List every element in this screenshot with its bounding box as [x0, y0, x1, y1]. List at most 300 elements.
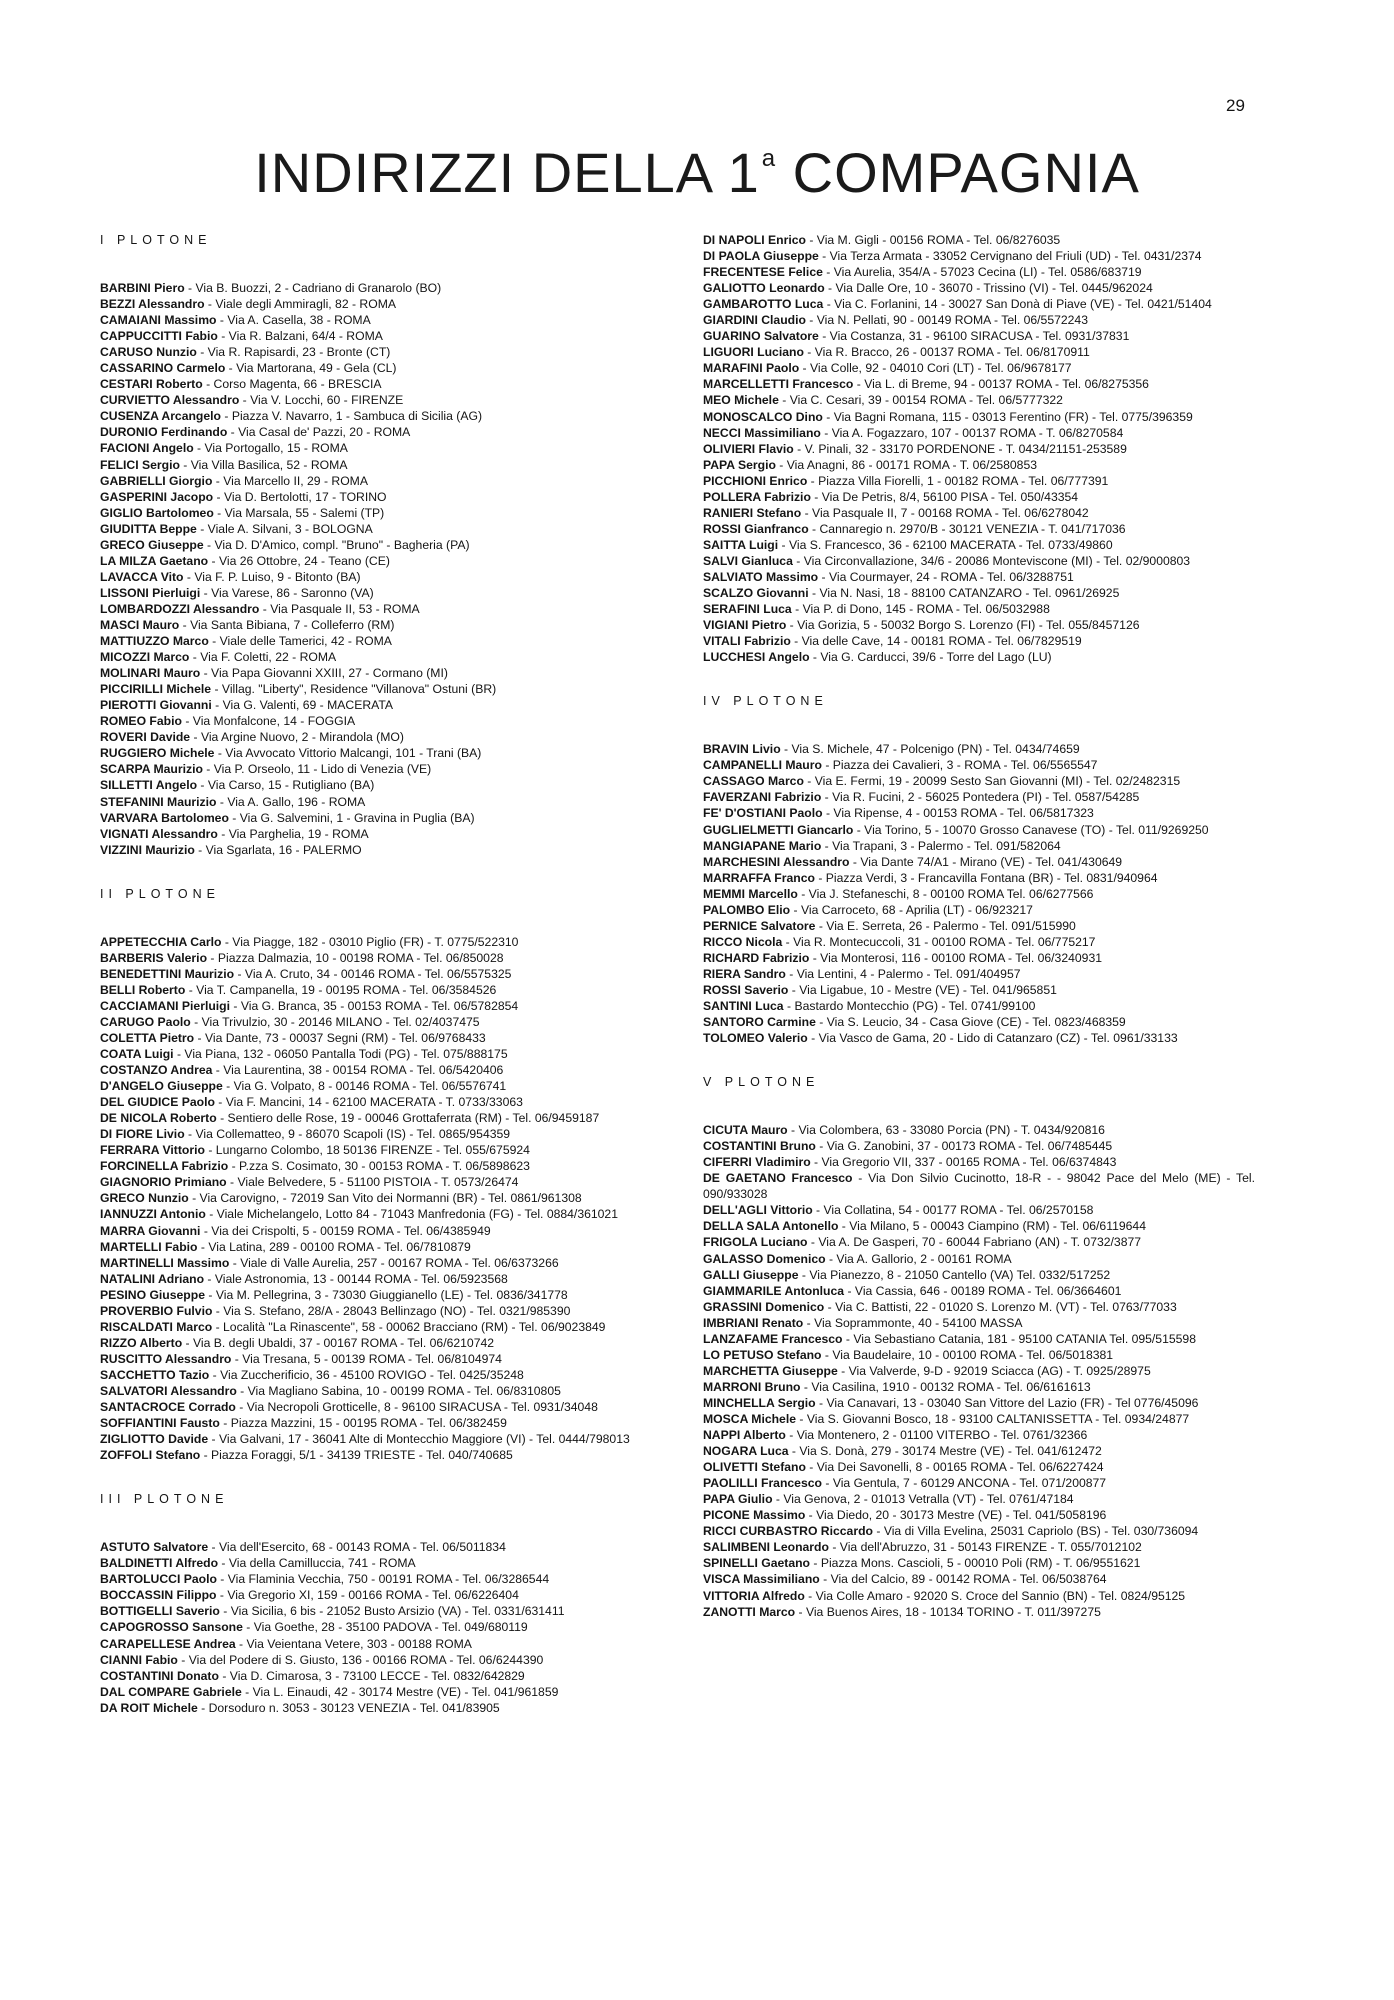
member-name: SALIMBENI Leonardo	[703, 1540, 829, 1555]
address-entry: GIAMMARILE Antonluca - Via Cassia, 646 - 00189 ROMA - Tel. 06/3664601	[703, 1283, 1122, 1298]
member-name: DA ROIT Michele	[100, 1700, 198, 1715]
address-entry: PROVERBIO Fulvio - Via S. Stefano, 28/A - 28043 Bellinzago (NO) - Tel. 0321/985390	[100, 1303, 571, 1318]
address-entry: VIZZINI Maurizio - Via Sgarlata, 16 - PALERMO	[100, 842, 362, 857]
member-name: SACCHETTO Tazio	[100, 1367, 210, 1382]
member-address: Via D. Bertolotti, 17 - TORINO	[223, 489, 387, 504]
address-entry: LIGUORI Luciano - Via R. Bracco, 26 - 00137 ROMA - Tel. 06/8170911	[703, 345, 1090, 360]
address-entry: GAMBAROTTO Luca - Via C. Forlanini, 14 - 30027 San Donà di Piave (VE) - Tel. 0421/51404	[703, 297, 1212, 312]
member-address: Via Anagni, 86 - 00171 ROMA - T. 06/2580853	[786, 457, 1038, 472]
member-address: Via C. Battisti, 22 - 01020 S. Lorenzo M. (VT) - Tel. 0763/77033	[835, 1299, 1177, 1314]
address-entry: FERRARA Vittorio - Lungarno Colombo, 18 50136 FIRENZE - Tel. 055/675924	[100, 1143, 530, 1158]
member-address: Via B. Buozzi, 2 - Cadriano di Granarolo (BO)	[195, 281, 442, 295]
address-entry: BENEDETTINI Maurizio - Via A. Cruto, 34 - 00146 ROMA - Tel. 06/5575325	[100, 966, 512, 981]
platoon-section	[100, 1491, 652, 1716]
member-name: PAPA Giulio	[703, 1492, 773, 1507]
member-address: Via M. Gigli - 00156 ROMA - Tel. 06/8276035	[816, 233, 1061, 247]
member-address: Via S. Francesco, 36 - 62100 MACERATA - Tel. 0733/49860	[789, 537, 1113, 552]
address-entry: MICOZZI Marco - Via F. Coletti, 22 - ROMA	[100, 650, 337, 665]
member-name: BALDINETTI Alfredo	[100, 1556, 219, 1571]
member-name: SALVI Gianluca	[703, 553, 793, 568]
address-entry: BRAVIN Livio - Via S. Michele, 47 - Polcenigo (PN) - Tel. 0434/74659	[703, 742, 1080, 757]
member-address: Via Aurelia, 354/A - 57023 Cecina (LI) - Tel. 0586/683719	[833, 265, 1142, 280]
member-name: GABRIELLI Giorgio	[100, 473, 213, 488]
member-name: ASTUTO Salvatore	[100, 1540, 209, 1555]
member-address: Via Pasquale II, 53 - ROMA	[270, 601, 420, 616]
member-address: Via R. Bracco, 26 - 00137 ROMA - Tel. 06/8170911	[814, 345, 1090, 360]
member-address: Lungarno Colombo, 18 50136 FIRENZE - Tel. 055/675924	[215, 1143, 530, 1158]
member-name: PAOLILLI Francesco	[703, 1476, 822, 1491]
member-address: Via Casal de' Pazzi, 20 - ROMA	[238, 425, 411, 440]
member-name: CESTARI Roberto	[100, 377, 203, 392]
member-address: Cannaregio n. 2970/B - 30121 VENEZIA - T. 041/717036	[819, 521, 1126, 536]
member-address: Via R. Rapisardi, 23 - Bronte (CT)	[207, 345, 391, 360]
member-name: LISSONI Pierluigi	[100, 585, 201, 600]
member-name: GRECO Giuseppe	[100, 537, 204, 552]
address-entry: CASSARINO Carmelo - Via Martorana, 49 - Gela (CL)	[100, 361, 397, 376]
address-entry: COSTANZO Andrea - Via Laurentina, 38 - 00154 ROMA - Tel. 06/5420406	[100, 1063, 504, 1078]
member-address: Via Gregorio XI, 159 - 00166 ROMA - Tel. 06/6226404	[227, 1588, 519, 1603]
address-entry: POLLERA Fabrizio - Via De Petris, 8/4, 56100 PISA - Tel. 050/43354	[703, 489, 1079, 504]
member-address: Via del Podere di S. Giusto, 136 - 00166 ROMA - Tel. 06/6244390	[188, 1652, 544, 1667]
address-entry: PAOLILLI Francesco - Via Gentula, 7 - 60129 ANCONA - Tel. 071/200877	[703, 1476, 1107, 1491]
address-entry: DI FIORE Livio - Via Collematteo, 9 - 86070 Scapoli (IS) - Tel. 0865/954359	[100, 1127, 511, 1142]
member-name: SCALZO Giovanni	[703, 586, 809, 601]
member-address: Via dell'Esercito, 68 - 00143 ROMA - Tel. 06/5011834	[218, 1540, 506, 1555]
member-name: RICCO Nicola	[703, 934, 783, 949]
member-name: GIUDITTA Beppe	[100, 521, 197, 536]
member-address: Via G. Zanobini, 37 - 00173 ROMA - Tel. 06/7485445	[826, 1139, 1113, 1154]
member-address: Via Genova, 2 - 01013 Vetralla (VT) - Tel. 0761/47184	[783, 1492, 1074, 1507]
address-entry: PICCHIONI Enrico - Piazza Villa Fiorelli, 1 - 00182 ROMA - Tel. 06/777391	[703, 473, 1109, 488]
member-name: CIFERRI Vladimiro	[703, 1155, 811, 1170]
address-entry: MONOSCALCO Dino - Via Bagni Romana, 115 - 03013 Ferentino (FR) - Tel. 0775/396359	[703, 409, 1193, 424]
member-address: Dorsoduro n. 3053 - 30123 VENEZIA - Tel. 041/83905	[208, 1700, 500, 1715]
address-entry: PESINO Giuseppe - Via M. Pellegrina, 3 - 73030 Giuggianello (LE) - Tel. 0836/341778	[100, 1287, 568, 1302]
member-address: Piazza dei Cavalieri, 3 - ROMA - Tel. 06/5565547	[832, 758, 1098, 773]
address-entry: COSTANTINI Bruno - Via G. Zanobini, 37 - 00173 ROMA - Tel. 06/7485445	[703, 1139, 1113, 1154]
member-name: DELL'AGLI Vittorio	[703, 1203, 813, 1218]
address-entry: SOFFIANTINI Fausto - Piazza Mazzini, 15 - 00195 ROMA - Tel. 06/382459	[100, 1416, 507, 1431]
member-address: Via Lentini, 4 - Palermo - Tel. 091/404957	[796, 966, 1021, 981]
member-name: MOSCA Michele	[703, 1412, 797, 1426]
member-address: Via Colle Amaro - 92020 S. Croce del Sannio (BN) - Tel. 0824/95125	[815, 1588, 1186, 1603]
member-address: Via M. Pellegrina, 3 - 73030 Giuggianello (LE) - Tel. 0836/341778	[215, 1287, 568, 1302]
address-entry: DI NAPOLI Enrico - Via M. Gigli - 00156 ROMA - Tel. 06/8276035	[703, 233, 1061, 247]
member-name: GUARINO Salvatore	[703, 329, 819, 344]
member-address: Via R. Montecuccoli, 31 - 00100 ROMA - Tel. 06/775217	[793, 934, 1096, 949]
address-entry: MOSCA Michele - Via S. Giovanni Bosco, 18 - 93100 CALTANISSETTA - Tel. 0934/24877	[703, 1412, 1190, 1426]
member-name: RANIERI Stefano	[703, 505, 802, 520]
member-name: MEMMI Marcello	[703, 886, 798, 901]
member-name: CAPPUCCITTI Fabio	[100, 329, 218, 344]
address-entry: BELLI Roberto - Via T. Campanella, 19 - 00195 ROMA - Tel. 06/3584526	[100, 982, 497, 997]
address-entry: SERAFINI Luca - Via P. di Dono, 145 - ROMA - Tel. 06/5032988	[703, 602, 1050, 617]
member-name: COATA Luigi	[100, 1047, 174, 1062]
member-address: Via C. Forlanini, 14 - 30027 San Donà di Piave (VE) - Tel. 0421/51404	[834, 297, 1212, 312]
member-name: CASSAGO Marco	[703, 774, 804, 789]
member-name: BENEDETTINI Maurizio	[100, 966, 235, 981]
address-entry: OLIVETTI Stefano - Via Dei Savonelli, 8 - 00165 ROMA - Tel. 06/6227424	[703, 1460, 1104, 1475]
address-entry: MEMMI Marcello - Via J. Stefaneschi, 8 - 00100 ROMA Tel. 06/6277566	[703, 886, 1094, 901]
address-entry: DI PAOLA Giuseppe - Via Terza Armata - 33052 Cervignano del Friuli (UD) - Tel. 0431/2374	[703, 249, 1202, 264]
member-name: LAVACCA Vito	[100, 569, 184, 584]
member-name: COSTANTINI Bruno	[703, 1139, 816, 1154]
member-address: Via S. Giovanni Bosco, 18 - 93100 CALTANISSETTA - Tel. 0934/24877	[806, 1412, 1190, 1426]
member-address: Piazza Verdi, 3 - Francavilla Fontana (BR) - Tel. 0831/940964	[825, 870, 1158, 885]
address-entry: SACCHETTO Tazio - Via Zuccherificio, 36 - 45100 ROVIGO - Tel. 0425/35248	[100, 1367, 524, 1382]
address-entry: MARRA Giovanni - Via dei Crispolti, 5 - 00159 ROMA - Tel. 06/4385949	[100, 1223, 491, 1238]
member-name: SERAFINI Luca	[703, 602, 792, 617]
member-name: GIARDINI Claudio	[703, 313, 806, 328]
member-address: Via A. Gallo, 196 - ROMA	[227, 794, 366, 809]
address-entry: GIGLIO Bartolomeo - Via Marsala, 55 - Salemi (TP)	[100, 505, 385, 520]
address-entry: GALIOTTO Leonardo - Via Dalle Ore, 10 - 36070 - Trissino (VI) - Tel. 0445/962024	[703, 281, 1153, 296]
member-name: TOLOMEO Valerio	[703, 1031, 808, 1046]
address-entry: GRECO Nunzio - Via Carovigno, - 72019 San Vito dei Normanni (BR) - Tel. 0861/961308	[100, 1191, 582, 1206]
address-entry: PAPA Sergio - Via Anagni, 86 - 00171 ROMA - T. 06/2580853	[703, 457, 1038, 472]
member-address: Via G. Carducci, 39/6 - Torre del Lago (LU)	[820, 650, 1052, 665]
address-entry: CARAPELLESE Andrea - Via Veientana Vetere, 303 - 00188 ROMA	[100, 1636, 472, 1651]
member-address: Via V. Locchi, 60 - FIRENZE	[250, 393, 404, 408]
member-name: RICCI CURBASTRO Riccardo	[703, 1524, 873, 1539]
address-entry: STEFANINI Maurizio - Via A. Gallo, 196 - ROMA	[100, 794, 366, 809]
page-number: 29	[1226, 96, 1245, 115]
address-entry: GIARDINI Claudio - Via N. Pellati, 90 - 00149 ROMA - Tel. 06/5572243	[703, 313, 1088, 328]
member-address: Via Monterosi, 116 - 00100 ROMA - Tel. 06/3240931	[820, 950, 1102, 965]
address-entry: SALIMBENI Leonardo - Via dell'Abruzzo, 31 - 50143 FIRENZE - T. 055/7012102	[703, 1540, 1142, 1555]
member-address: Via N. Nasi, 18 - 88100 CATANZARO - Tel. 0961/26925	[819, 586, 1120, 601]
section-heading: IV PLOTONE	[703, 694, 828, 709]
address-entry: ASTUTO Salvatore - Via dell'Esercito, 68 - 00143 ROMA - Tel. 06/5011834	[100, 1540, 506, 1555]
platoon-section	[703, 232, 1255, 665]
member-name: ROSSI Saverio	[703, 982, 789, 997]
address-entry: RICCI CURBASTRO Riccardo - Via di Villa Evelina, 25031 Capriolo (BS) - Tel. 030/736094	[703, 1524, 1199, 1539]
address-entry: SANTACROCE Corrado - Via Necropoli Grotticelle, 8 - 96100 SIRACUSA - Tel. 0931/34048	[100, 1400, 598, 1415]
member-address: Via Magliano Sabina, 10 - 00199 ROMA - Tel. 06/8310805	[247, 1384, 561, 1398]
address-entry: LAVACCA Vito - Via F. P. Luiso, 9 - Bitonto (BA)	[100, 569, 361, 584]
member-name: MARRONI Bruno	[703, 1379, 801, 1394]
address-entry: MARRAFFA Franco - Piazza Verdi, 3 - Francavilla Fontana (BR) - Tel. 0831/940964	[703, 870, 1158, 885]
member-name: FORCINELLA Fabrizio	[100, 1159, 229, 1174]
member-address: Via Tresana, 5 - 00139 ROMA - Tel. 06/8104974	[242, 1351, 502, 1366]
address-entry: DELLA SALA Antonello - Via Milano, 5 - 00043 Ciampino (RM) - Tel. 06/6119644	[703, 1219, 1146, 1234]
address-entry: ROVERI Davide - Via Argine Nuovo, 2 - Mirandola (MO)	[100, 730, 404, 745]
member-name: PICCHIONI Enrico	[703, 473, 808, 488]
member-address: Via Collatina, 54 - 00177 ROMA - Tel. 06/2570158	[823, 1203, 1094, 1218]
member-address: P.zza S. Cosimato, 30 - 00153 ROMA - T. 06/5898623	[239, 1159, 530, 1174]
member-address: Via Terza Armata - 33052 Cervignano del Friuli (UD) - Tel. 0431/2374	[829, 249, 1202, 264]
address-entry: APPETECCHIA Carlo - Via Piagge, 182 - 03010 Piglio (FR) - T. 0775/522310	[100, 934, 519, 949]
address-entry: ZIGLIOTTO Davide - Via Galvani, 17 - 36041 Alte di Montecchio Maggiore (VI) - Tel. 0444/798013	[100, 1432, 630, 1447]
member-address: Via T. Campanella, 19 - 00195 ROMA - Tel. 06/3584526	[196, 982, 497, 997]
member-name: PROVERBIO Fulvio	[100, 1303, 213, 1318]
member-name: CUSENZA Arcangelo	[100, 409, 221, 424]
address-entry: PERNICE Salvatore - Via E. Serreta, 26 - Palermo - Tel. 091/515990	[703, 918, 1076, 933]
address-entry: CARUGO Paolo - Via Trivulzio, 30 - 20146 MILANO - Tel. 02/4037475	[100, 1014, 480, 1029]
member-address: Via Goethe, 28 - 35100 PADOVA - Tel. 049/680119	[253, 1620, 528, 1635]
member-address: Via Sebastiano Catania, 181 - 95100 CATANIA Tel. 095/515598	[853, 1331, 1196, 1346]
platoon-section	[703, 693, 1255, 1046]
address-entry: BARBERIS Valerio - Piazza Dalmazia, 10 - 00198 ROMA - Tel. 06/850028	[100, 950, 504, 965]
address-entry: CIFERRI Vladimiro - Via Gregorio VII, 337 - 00165 ROMA - Tel. 06/6374843	[703, 1155, 1117, 1170]
member-address: Via F. Mancini, 14 - 62100 MACERATA - T. 0733/33063	[225, 1095, 523, 1110]
member-name: VARVARA Bartolomeo	[100, 810, 229, 825]
address-entry: LUCCHESI Angelo - Via G. Carducci, 39/6 - Torre del Lago (LU)	[703, 650, 1052, 665]
member-address: Via Varese, 86 - Saronno (VA)	[211, 585, 374, 600]
address-entry: CESTARI Roberto - Corso Magenta, 66 - BRESCIA	[100, 377, 382, 392]
address-entry: DE GAETANO Francesco - Via Don Silvio Cucinotto, 18-R - - 98042 Pace del Melo (ME) - Tel. 090/933028	[703, 1171, 1255, 1202]
member-address: Via del Calcio, 89 - 00142 ROMA - Tel. 06/5038764	[830, 1572, 1107, 1587]
member-name: DAL COMPARE Gabriele	[100, 1684, 242, 1699]
member-name: FRECENTESE Felice	[703, 265, 823, 280]
address-entry: DELL'AGLI Vittorio - Via Collatina, 54 - 00177 ROMA - Tel. 06/2570158	[703, 1203, 1094, 1218]
member-address: Via C. Cesari, 39 - 00154 ROMA - Tel. 06/5777322	[789, 393, 1063, 408]
address-entry: PICONE Massimo - Via Diedo, 20 - 30173 Mestre (VE) - Tel. 041/5058196	[703, 1508, 1107, 1523]
member-name: MONOSCALCO Dino	[703, 409, 823, 424]
member-name: ZIGLIOTTO Davide	[100, 1432, 209, 1447]
member-name: MICOZZI Marco	[100, 650, 190, 665]
member-address: Via Milano, 5 - 00043 Ciampino (RM) - Tel. 06/6119644	[849, 1219, 1146, 1234]
member-address: Via G. Branca, 35 - 00153 ROMA - Tel. 06/5782854	[240, 998, 519, 1013]
address-entry: RANIERI Stefano - Via Pasquale II, 7 - 00168 ROMA - Tel. 06/6278042	[703, 505, 1089, 520]
address-entry: RISCALDATI Marco - Località "La Rinascente", 58 - 00062 Bracciano (RM) - Tel. 06/9023849	[100, 1319, 606, 1334]
address-entry: CACCIAMANI Pierluigi - Via G. Branca, 35 - 00153 ROMA - Tel. 06/5782854	[100, 998, 519, 1013]
member-name: CARAPELLESE Andrea	[100, 1636, 236, 1651]
member-name: BRAVIN Livio	[703, 742, 781, 757]
address-entry: SANTORO Carmine - Via S. Leucio, 34 - Casa Giove (CE) - Tel. 0823/468359	[703, 1015, 1126, 1030]
member-address: Via Cassia, 646 - 00189 ROMA - Tel. 06/3664601	[854, 1283, 1122, 1298]
member-name: BARBERIS Valerio	[100, 950, 208, 965]
address-entry: FRIGOLA Luciano - Via A. De Gasperi, 70 - 60044 Fabriano (AN) - T. 0732/3877	[703, 1235, 1142, 1250]
member-name: OLIVIERI Flavio	[703, 441, 794, 456]
member-address: Viale delle Tamerici, 42 - ROMA	[219, 634, 392, 649]
address-entry: SALVIATO Massimo - Via Courmayer, 24 - ROMA - Tel. 06/3288751	[703, 569, 1074, 584]
member-address: Via Montenero, 2 - 01100 VITERBO - Tel. 0761/32366	[796, 1428, 1088, 1443]
member-address: Via Zuccherificio, 36 - 45100 ROVIGO - Tel. 0425/35248	[220, 1367, 524, 1382]
address-entry: ZOFFOLI Stefano - Piazza Foraggi, 5/1 - 34139 TRIESTE - Tel. 040/740685	[100, 1448, 513, 1463]
member-address: Via Don Silvio Cucinotto, 18-R - - 98042 Pace del Melo (ME) - Tel. 090/933028	[703, 1171, 1255, 1202]
member-name: CAMPANELLI Mauro	[703, 758, 822, 773]
address-entry: MARCHETTA Giuseppe - Via Valverde, 9-D - 92019 Sciacca (AG) - T. 0925/28975	[703, 1363, 1151, 1378]
member-address: Via Carroceto, 68 - Aprilia (LT) - 06/923217	[800, 902, 1033, 917]
member-name: FE' D'OSTIANI Paolo	[703, 806, 823, 821]
address-entry: MARCELLETTI Francesco - Via L. di Breme, 94 - 00137 ROMA - Tel. 06/8275356	[703, 377, 1149, 392]
address-entry: CAMPANELLI Mauro - Piazza dei Cavalieri, 3 - ROMA - Tel. 06/5565547	[703, 758, 1098, 773]
member-address: Via Latina, 289 - 00100 ROMA - Tel. 06/7810879	[208, 1239, 471, 1254]
member-address: Via N. Pellati, 90 - 00149 ROMA - Tel. 06/5572243	[816, 313, 1088, 328]
member-address: Via Costanza, 31 - 96100 SIRACUSA - Tel. 0931/37831	[829, 329, 1130, 344]
member-name: GRECO Nunzio	[100, 1191, 189, 1206]
address-entry: MINCHELLA Sergio - Via Canavari, 13 - 03040 San Vittore del Lazio (FR) - Tel 0776/45096	[703, 1395, 1199, 1410]
address-entry: CURVIETTO Alessandro - Via V. Locchi, 60 - FIRENZE	[100, 393, 404, 408]
member-address: Via Gentula, 7 - 60129 ANCONA - Tel. 071/200877	[832, 1476, 1107, 1491]
member-address: Piazza Dalmazia, 10 - 00198 ROMA - Tel. 06/850028	[217, 950, 504, 965]
address-entry: FRECENTESE Felice - Via Aurelia, 354/A - 57023 Cecina (LI) - Tel. 0586/683719	[703, 265, 1142, 280]
address-entry: RUGGIERO Michele - Via Avvocato Vittorio Malcangi, 101 - Trani (BA)	[100, 746, 482, 761]
section-heading: V PLOTONE	[703, 1075, 820, 1090]
member-name: NAPPI Alberto	[703, 1428, 786, 1443]
member-address: Via Carovigno, - 72019 San Vito dei Normanni (BR) - Tel. 0861/961308	[199, 1191, 582, 1206]
address-entry: PICCIRILLI Michele - Villag. "Liberty", Residence "Villanova" Ostuni (BR)	[100, 682, 497, 697]
member-address: Via R. Fucini, 2 - 56025 Pontedera (PI) - Tel. 0587/54285	[832, 790, 1140, 805]
address-entry: NOGARA Luca - Via S. Donà, 279 - 30174 Mestre (VE) - Tel. 041/612472	[703, 1444, 1102, 1459]
member-address: Via D. Cimarosa, 3 - 73100 LECCE - Tel. 0832/642829	[229, 1668, 525, 1683]
platoon-section	[100, 886, 652, 1464]
member-name: IANNUZZI Antonio	[100, 1207, 206, 1222]
member-address: Viale A. Silvani, 3 - BOLOGNA	[207, 521, 373, 536]
member-address: Via A. Casella, 38 - ROMA	[227, 313, 371, 328]
member-name: VIGIANI Pietro	[703, 618, 787, 633]
member-name: RIZZO Alberto	[100, 1335, 183, 1350]
member-address: Via Monfalcone, 14 - FOGGIA	[192, 714, 356, 729]
address-entry: VIGIANI Pietro - Via Gorizia, 5 - 50032 Borgo S. Lorenzo (FI) - Tel. 055/8457126	[703, 618, 1140, 633]
member-name: PERNICE Salvatore	[703, 918, 816, 933]
member-name: POLLERA Fabrizio	[703, 489, 811, 504]
member-name: RIERA Sandro	[703, 966, 786, 981]
member-name: BOTTIGELLI Saverio	[100, 1604, 220, 1619]
address-entry: GABRIELLI Giorgio - Via Marcello II, 29 - ROMA	[100, 473, 368, 488]
address-entry: ROMEO Fabio - Via Monfalcone, 14 - FOGGIA	[100, 714, 356, 729]
member-name: COSTANTINI Donato	[100, 1668, 219, 1683]
member-name: ROMEO Fabio	[100, 714, 182, 729]
member-name: RUSCITTO Alessandro	[100, 1351, 232, 1366]
address-entry: MATTIUZZO Marco - Viale delle Tamerici, 42 - ROMA	[100, 634, 392, 649]
member-name: CASSARINO Carmelo	[100, 361, 226, 376]
member-address: Via Marsala, 55 - Salemi (TP)	[224, 505, 385, 520]
left-column	[100, 232, 652, 1716]
address-entry: GRECO Giuseppe - Via D. D'Amico, compl. "Bruno" - Bagheria (PA)	[100, 537, 470, 552]
member-name: SALVIATO Massimo	[703, 569, 819, 584]
address-entry: FACIONI Angelo - Via Portogallo, 15 - ROMA	[100, 441, 348, 456]
member-name: ROVERI Davide	[100, 730, 191, 745]
member-name: RICHARD Fabrizio	[703, 950, 810, 965]
member-name: MATTIUZZO Marco	[100, 634, 209, 649]
member-name: CAPOGROSSO Sansone	[100, 1620, 243, 1635]
address-entry: D'ANGELO Giuseppe - Via G. Volpato, 8 - 00146 ROMA - Tel. 06/5576741	[100, 1079, 507, 1094]
address-entry: SILLETTI Angelo - Via Carso, 15 - Rutigliano (BA)	[100, 778, 375, 793]
member-name: DI NAPOLI Enrico	[703, 233, 806, 247]
member-address: Via L. di Breme, 94 - 00137 ROMA - Tel. 06/8275356	[864, 377, 1149, 392]
address-entry: DURONIO Ferdinando - Via Casal de' Pazzi, 20 - ROMA	[100, 425, 411, 440]
address-entry: VISCA Massimiliano - Via del Calcio, 89 - 00142 ROMA - Tel. 06/5038764	[703, 1572, 1107, 1587]
member-name: LANZAFAME Francesco	[703, 1331, 843, 1346]
member-name: PICCIRILLI Michele	[100, 682, 212, 697]
member-address: Via A. De Gasperi, 70 - 60044 Fabriano (AN) - T. 0732/3877	[818, 1235, 1142, 1250]
member-name: COSTANZO Andrea	[100, 1063, 213, 1078]
member-name: GASPERINI Jacopo	[100, 489, 214, 504]
member-name: RUGGIERO Michele	[100, 746, 215, 761]
member-address: Via Santa Bibiana, 7 - Colleferro (RM)	[190, 617, 395, 632]
member-address: Via Villa Basilica, 52 - ROMA	[190, 457, 348, 472]
member-name: SALVATORI Alessandro	[100, 1384, 237, 1398]
address-entry: TOLOMEO Valerio - Via Vasco de Gama, 20 - Lido di Catanzaro (CZ) - Tel. 0961/33133	[703, 1031, 1178, 1046]
member-name: SILLETTI Angelo	[100, 778, 198, 793]
member-name: BOCCASSIN Filippo	[100, 1588, 217, 1603]
address-entry: IANNUZZI Antonio - Viale Michelangelo, Lotto 84 - 71043 Manfredonia (FG) - Tel. 0884/361021	[100, 1207, 618, 1222]
address-entry: FAVERZANI Fabrizio - Via R. Fucini, 2 - 56025 Pontedera (PI) - Tel. 0587/54285	[703, 790, 1140, 805]
member-address: Via Gregorio VII, 337 - 00165 ROMA - Tel. 06/6374843	[821, 1155, 1117, 1170]
member-name: NECCI Massimiliano	[703, 425, 821, 440]
member-name: MARAFINI Paolo	[703, 361, 800, 376]
address-entry: SAITTA Luigi - Via S. Francesco, 36 - 62100 MACERATA - Tel. 0733/49860	[703, 537, 1113, 552]
member-address: Via Canavari, 13 - 03040 San Vittore del Lazio (FR) - Tel 0776/45096	[826, 1395, 1199, 1410]
member-address: Via Necropoli Grotticelle, 8 - 96100 SIRACUSA - Tel. 0931/34048	[246, 1400, 598, 1415]
member-address: Via Trapani, 3 - Palermo - Tel. 091/582064	[832, 838, 1061, 853]
member-address: Via Diedo, 20 - 30173 Mestre (VE) - Tel. 041/5058196	[816, 1508, 1107, 1523]
address-entry: VIGNATI Alessandro - Via Parghelia, 19 - ROMA	[100, 826, 369, 841]
member-name: GALIOTTO Leonardo	[703, 281, 825, 296]
address-entry: MOLINARI Mauro - Via Papa Giovanni XXIII, 27 - Cormano (MI)	[100, 666, 448, 681]
member-address: Via S. Donà, 279 - 30174 Mestre (VE) - Tel. 041/612472	[799, 1444, 1102, 1459]
address-entry: ZANOTTI Marco - Via Buenos Aires, 18 - 10134 TORINO - T. 011/397275	[703, 1604, 1101, 1619]
member-address: Via Sicilia, 6 bis - 21052 Busto Arsizio (VA) - Tel. 0331/631411	[230, 1604, 565, 1619]
address-entry: MARAFINI Paolo - Via Colle, 92 - 04010 Cori (LT) - Tel. 06/9678177	[703, 361, 1072, 376]
member-address: Villag. "Liberty", Residence "Villanova" Ostuni (BR)	[221, 682, 497, 697]
member-name: BELLI Roberto	[100, 982, 186, 997]
member-address: Via Portogallo, 15 - ROMA	[204, 441, 348, 456]
member-address: Via A. Gallorio, 2 - 00161 ROMA	[836, 1251, 1012, 1266]
member-address: Via Vasco de Gama, 20 - Lido di Catanzaro (CZ) - Tel. 0961/33133	[818, 1031, 1178, 1046]
address-entry: LISSONI Pierluigi - Via Varese, 86 - Saronno (VA)	[100, 585, 374, 600]
member-address: Via Galvani, 17 - 36041 Alte di Montecchio Maggiore (VI) - Tel. 0444/798013	[218, 1432, 630, 1447]
member-name: LIGUORI Luciano	[703, 345, 804, 360]
address-entry: MANGIAPANE Mario - Via Trapani, 3 - Palermo - Tel. 091/582064	[703, 838, 1061, 853]
address-entry: LANZAFAME Francesco - Via Sebastiano Catania, 181 - 95100 CATANIA Tel. 095/515598	[703, 1331, 1196, 1346]
member-name: MINCHELLA Sergio	[703, 1395, 816, 1410]
member-name: GUGLIELMETTI Giancarlo	[703, 822, 854, 837]
right-column	[703, 232, 1255, 1620]
address-entry: IMBRIANI Renato - Via Soprammonte, 40 - 54100 MASSA	[703, 1315, 1023, 1330]
member-address: Viale Michelangelo, Lotto 84 - 71043 Manfredonia (FG) - Tel. 0884/361021	[216, 1207, 618, 1222]
member-address: Via Colombera, 63 - 33080 Porcia (PN) - T. 0434/920816	[798, 1123, 1105, 1138]
member-address: Via Parghelia, 19 - ROMA	[228, 826, 369, 841]
member-address: Piazza Villa Fiorelli, 1 - 00182 ROMA - Tel. 06/777391	[818, 473, 1109, 488]
member-name: BARTOLUCCI Paolo	[100, 1572, 217, 1587]
address-entry: GIUDITTA Beppe - Viale A. Silvani, 3 - BOLOGNA	[100, 521, 373, 536]
address-entry: PAPA Giulio - Via Genova, 2 - 01013 Vetralla (VT) - Tel. 0761/47184	[703, 1492, 1074, 1507]
member-name: GRASSINI Domenico	[703, 1299, 825, 1314]
address-entry: BOTTIGELLI Saverio - Via Sicilia, 6 bis - 21052 Busto Arsizio (VA) - Tel. 0331/631411	[100, 1604, 565, 1619]
address-entry: CAPOGROSSO Sansone - Via Goethe, 28 - 35100 PADOVA - Tel. 049/680119	[100, 1620, 528, 1635]
member-name: DURONIO Ferdinando	[100, 425, 228, 440]
address-entry: BEZZI Alessandro - Viale degli Ammiragli, 82 - ROMA	[100, 297, 396, 312]
member-name: STEFANINI Maurizio	[100, 794, 217, 809]
address-entry: COATA Luigi - Via Piana, 132 - 06050 Pantalla Todi (PG) - Tel. 075/888175	[100, 1047, 508, 1062]
member-name: SANTACROCE Corrado	[100, 1400, 236, 1415]
address-entry: SCARPA Maurizio - Via P. Orseolo, 11 - Lido di Venezia (VE)	[100, 762, 432, 777]
address-entry: VITALI Fabrizio - Via delle Cave, 14 - 00181 ROMA - Tel. 06/7829519	[703, 634, 1082, 649]
member-name: PIEROTTI Giovanni	[100, 698, 212, 713]
member-name: MARTELLI Fabio	[100, 1239, 198, 1254]
member-address: Via Dante 74/A1 - Mirano (VE) - Tel. 041/430649	[860, 854, 1123, 869]
member-name: VISCA Massimiliano	[703, 1572, 820, 1587]
member-name: BARBINI Piero	[100, 281, 185, 295]
address-entry: BALDINETTI Alfredo - Via della Camilluccia, 741 - ROMA	[100, 1556, 416, 1571]
member-address: Via D. D'Amico, compl. "Bruno" - Bagheria (PA)	[214, 537, 470, 552]
member-address: Via Sgarlata, 16 - PALERMO	[205, 842, 362, 857]
member-address: Via B. degli Ubaldi, 37 - 00167 ROMA - Tel. 06/6210742	[193, 1335, 495, 1350]
member-name: FAVERZANI Fabrizio	[703, 790, 822, 805]
member-name: VITTORIA Alfredo	[703, 1588, 805, 1603]
address-entry: RIERA Sandro - Via Lentini, 4 - Palermo - Tel. 091/404957	[703, 966, 1021, 981]
member-address: Via Dei Savonelli, 8 - 00165 ROMA - Tel. 06/6227424	[816, 1460, 1104, 1475]
platoon-section	[100, 232, 652, 858]
member-address: Via della Camilluccia, 741 - ROMA	[228, 1556, 416, 1571]
address-entry: PIEROTTI Giovanni - Via G. Valenti, 69 - MACERATA	[100, 698, 394, 713]
member-name: GALLI Giuseppe	[703, 1267, 799, 1282]
member-name: ZOFFOLI Stefano	[100, 1448, 201, 1463]
member-address: Via G. Volpato, 8 - 00146 ROMA - Tel. 06/5576741	[233, 1079, 507, 1094]
